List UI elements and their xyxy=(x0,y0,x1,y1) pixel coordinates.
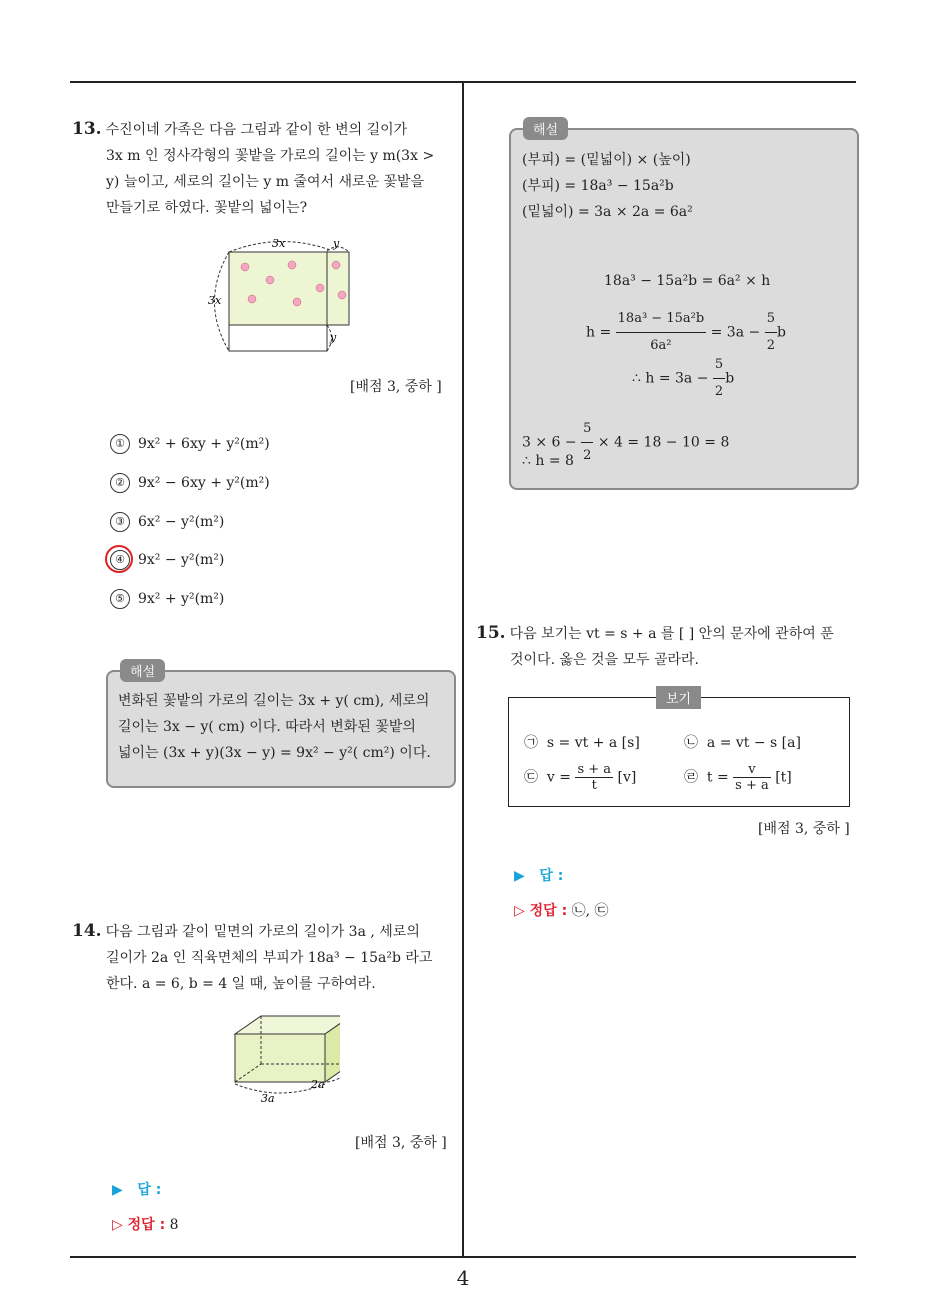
choice-4[interactable]: ④ 9x² − y²(m²) xyxy=(110,550,224,570)
bogi-item-3: ㉢ v = $\frac{s + a}{t}$ [v] xyxy=(524,762,637,793)
column-divider xyxy=(462,82,464,1258)
difficulty-15: [배점 3, 중하 ] xyxy=(758,821,850,837)
page-number: 4 xyxy=(456,1266,470,1290)
svg-text:2a: 2a xyxy=(311,1078,325,1091)
svg-text:y: y xyxy=(330,331,337,344)
bogi-tag: 보기 xyxy=(656,686,701,709)
bogi-item-4: ㉣ t = $\frac{v}{s + a}$ [t] xyxy=(684,762,792,793)
answer-15[interactable]: ▶ 답 : xyxy=(514,868,564,884)
svg-text:3x: 3x xyxy=(272,237,286,250)
explanation-tag: 해설 xyxy=(523,117,568,140)
bottom-rule xyxy=(70,1256,856,1258)
selected-choice-marker xyxy=(105,545,133,573)
choice-2[interactable]: ② 9x² − 6xy + y²(m²) xyxy=(110,473,270,493)
choice-1[interactable]: ① 9x² + 6xy + y²(m²) xyxy=(110,434,270,454)
question-14: 14. 다음 그림과 같이 밑면의 가로의 길이가 3a , 세로의 길이가 2a 인 직육면체의 부피가 18a³ − 15a²b 라고 한다. a = 6, b = 4 일 때, 높이를 구하여라. xyxy=(72,921,433,992)
difficulty-13: [배점 3, 중하 ] xyxy=(350,379,442,395)
question-number: 13. xyxy=(72,119,102,139)
correct-answer-14: ▷ 정답 : 8 xyxy=(112,1217,179,1233)
bogi-item-1: ㉠ s = vt + a [s] xyxy=(524,735,640,751)
choice-3[interactable]: ③ 6x² − y²(m²) xyxy=(110,512,224,532)
svg-text:3x: 3x xyxy=(208,294,222,307)
cuboid-figure xyxy=(225,1012,340,1107)
correct-answer-15: ▷ 정답 : ㉡, ㉢ xyxy=(514,903,609,919)
question-number: 14. xyxy=(72,921,102,941)
choice-5[interactable]: ⑤ 9x² + y²(m²) xyxy=(110,589,224,609)
answer-14[interactable]: ▶ 답 : xyxy=(112,1182,162,1198)
svg-text:y: y xyxy=(333,237,340,250)
difficulty-14: [배점 3, 중하 ] xyxy=(355,1135,447,1151)
flower-garden-figure xyxy=(200,232,360,358)
svg-text:3a: 3a xyxy=(261,1092,275,1105)
question-15: 15. 다음 보기는 vt = s + a 를 [ ] 안의 문자에 관하여 푼 것이다. 옳은 것을 모두 골라라. xyxy=(476,623,834,668)
question-13: 13. 수진이네 가족은 다음 그림과 같이 한 변의 길이가 3x m 인 정사각형의 꽃밭을 가로의 길이는 y m(3x > y) 늘이고, 세로의 길이는 y m 줄여서 새로운 꽃밭을 만들기로 하였다. 꽃밭의 넓이는? xyxy=(72,119,435,216)
explanation-tag: 해설 xyxy=(120,659,165,682)
bogi-item-2: ㉡ a = vt − s [a] xyxy=(684,735,801,751)
question-number: 15. xyxy=(476,623,506,643)
